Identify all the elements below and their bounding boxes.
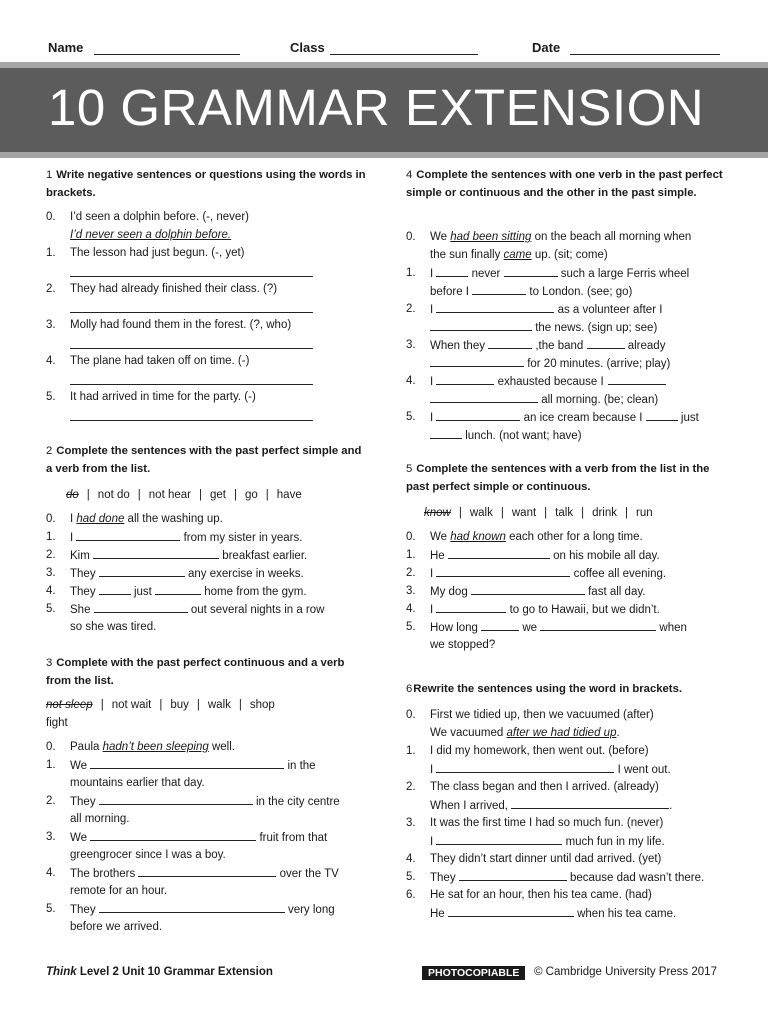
word-list: do | not do | not hear | get | go | have [66,489,302,501]
name-field[interactable] [94,54,240,55]
class-label: Class [290,40,325,55]
answer-blank[interactable] [155,582,201,595]
answer-blank[interactable] [93,546,219,559]
answer-line[interactable] [70,312,313,313]
exercise-2: 2 Complete the sentences with the past perfect simple and a verb from the list. do | not do | not hear | get | go | have 0. I had done all the washing up. 1. I from my sister in years. 2. Kim breakfast earlier. 3. They any exercise in weeks. 4. They just home from the gym. 5. She out several nights in a row so she was tired. [46,442,366,478]
name-label: Name [48,40,84,55]
answer-blank[interactable] [436,564,570,577]
answer-blank[interactable] [138,864,276,877]
answer-blank[interactable] [436,408,520,421]
exercise-3-heading: 3 Complete with the past perfect continuous and a verb from the list. [46,657,345,687]
exercise-1-heading: 1 Write negative sentences or questions using the words in brackets. [46,169,366,199]
word-list: not sleep | not wait | buy | walk | shop [46,699,275,711]
answer-blank[interactable] [488,336,532,349]
answer-blank[interactable] [430,318,532,331]
footer [46,966,726,984]
answer-blank[interactable] [99,792,253,805]
footer-book-title: Think Level 2 Unit 10 Grammar Extension [46,966,273,978]
answer-blank[interactable] [459,868,567,881]
class-field[interactable] [330,54,478,55]
answer-blank[interactable] [587,336,625,349]
answer-blank[interactable] [448,546,550,559]
answer-blank[interactable] [436,600,506,613]
answer-blank[interactable] [504,264,558,277]
answer-blank[interactable] [448,904,574,917]
answer-blank[interactable] [436,832,562,845]
date-field[interactable] [570,54,720,55]
answer-line[interactable] [70,420,313,421]
exercise-4: 4 Complete the sentences with one verb in the past perfect simple or continuous and the other in the past simple. 0. We had been sitting on the beach all morning when the sun finally came up. (sit; come) 1. I never such a large Ferris wheel before I to London. (see; go) 2. I as a volunteer after I the news. (sign up; see) 3. When they ,the band already for 20 minutes. (arrive; play) 4. I exhausted because I all morning. (be; clean) 5. I an ice cream because I just lunch. (not want; have) [406,166,726,202]
answer-blank[interactable] [481,618,519,631]
answer-line[interactable] [70,348,313,349]
answer-line[interactable] [70,384,313,385]
answer-blank[interactable] [436,372,494,385]
answer-blank[interactable] [99,564,185,577]
exercise-1: 1 Write negative sentences or questions using the words in brackets. 0. I’d seen a dolphin before. (-, never) I’d never seen a dolphin before. 1. The lesson had just begun. (-, yet) 2. They had already finished their class. (?) 3. Molly had found them in the forest. (?, who) 4. The plane had taken off on time. (-) 5. It had arrived in time for the party. (-) [46,166,366,202]
copyright-notice: © Cambridge University Press 2017 [534,966,717,978]
answer-blank[interactable] [472,282,526,295]
exercise-6-heading: 6Rewrite the sentences using the word in brackets. [406,683,682,695]
answer-blank[interactable] [540,618,656,631]
exercise-5-heading: 5 Complete the sentences with a verb from the list in the past perfect simple or continuous. [406,463,710,493]
word-list-overflow: fight [46,717,68,729]
answer-blank[interactable] [646,408,678,421]
answer-blank[interactable] [511,796,669,809]
answer-blank[interactable] [430,390,538,403]
exercise-3: 3 Complete with the past perfect continuous and a verb from the list. not sleep | not wait | buy | walk | shop fight 0. Paula hadn’t been sleeping well. 1. We in the mountains earlier that day. 2. They in the city centre all morning. 3. We fruit from that greengrocer since I was a boy. 4. The brothers over the TV remote for an hour. 5. They very long before we arrived. [46,654,366,690]
answer-blank[interactable] [436,264,468,277]
answer-blank[interactable] [430,426,462,439]
exercise-5: 5 Complete the sentences with a verb from the list in the past perfect simple or continuous. know | walk | want | talk | drink | run 0. We had known each other for a long time. 1. He on his mobile all day. 2. I coffee all evening. 3. My dog fast all day. 4. I to go to Hawaii, but we didn’t. 5. How long we when we stopped? [406,460,726,496]
answer-blank[interactable] [76,528,180,541]
answer-line[interactable] [70,276,313,277]
date-label: Date [532,40,561,55]
answer-blank[interactable] [99,582,131,595]
answer-blank[interactable] [99,900,285,913]
answer-blank[interactable] [90,756,284,769]
photocopiable-badge: PHOTOCOPIABLE [422,966,525,980]
title-banner [0,62,768,158]
answer-blank[interactable] [430,354,524,367]
answer-blank[interactable] [608,372,666,385]
exercise-4-heading: 4 Complete the sentences with one verb in the past perfect simple or continuous and the other in the past simple. [406,169,723,199]
answer-blank[interactable] [436,300,554,313]
answer-blank[interactable] [436,760,614,773]
exercise-2-heading: 2 Complete the sentences with the past perfect simple and a verb from the list. [46,445,362,475]
word-list: know | walk | want | talk | drink | run [424,507,653,519]
exercise-6: 6Rewrite the sentences using the word in brackets. 0. First we tidied up, then we vacuumed (after) We vacuumed after we had tidied up. 1. I did my homework, then went out. (before) I I went out. 2. The class began and then I arrived. (already) When I arrived, . 3. It was the first time I had so much fun. (never) I much fun in my life. 4. They didn’t start dinner until dad arrived. (yet) 5. They because dad wasn’t there. 6. He sat for an hour, then his tea came. (had) He when his tea came. [406,680,726,698]
answer-blank[interactable] [471,582,585,595]
page-title: 10 GRAMMAR EXTENSION [48,79,705,136]
answer-blank[interactable] [94,600,188,613]
student-info-row [0,40,768,60]
answer-blank[interactable] [90,828,256,841]
